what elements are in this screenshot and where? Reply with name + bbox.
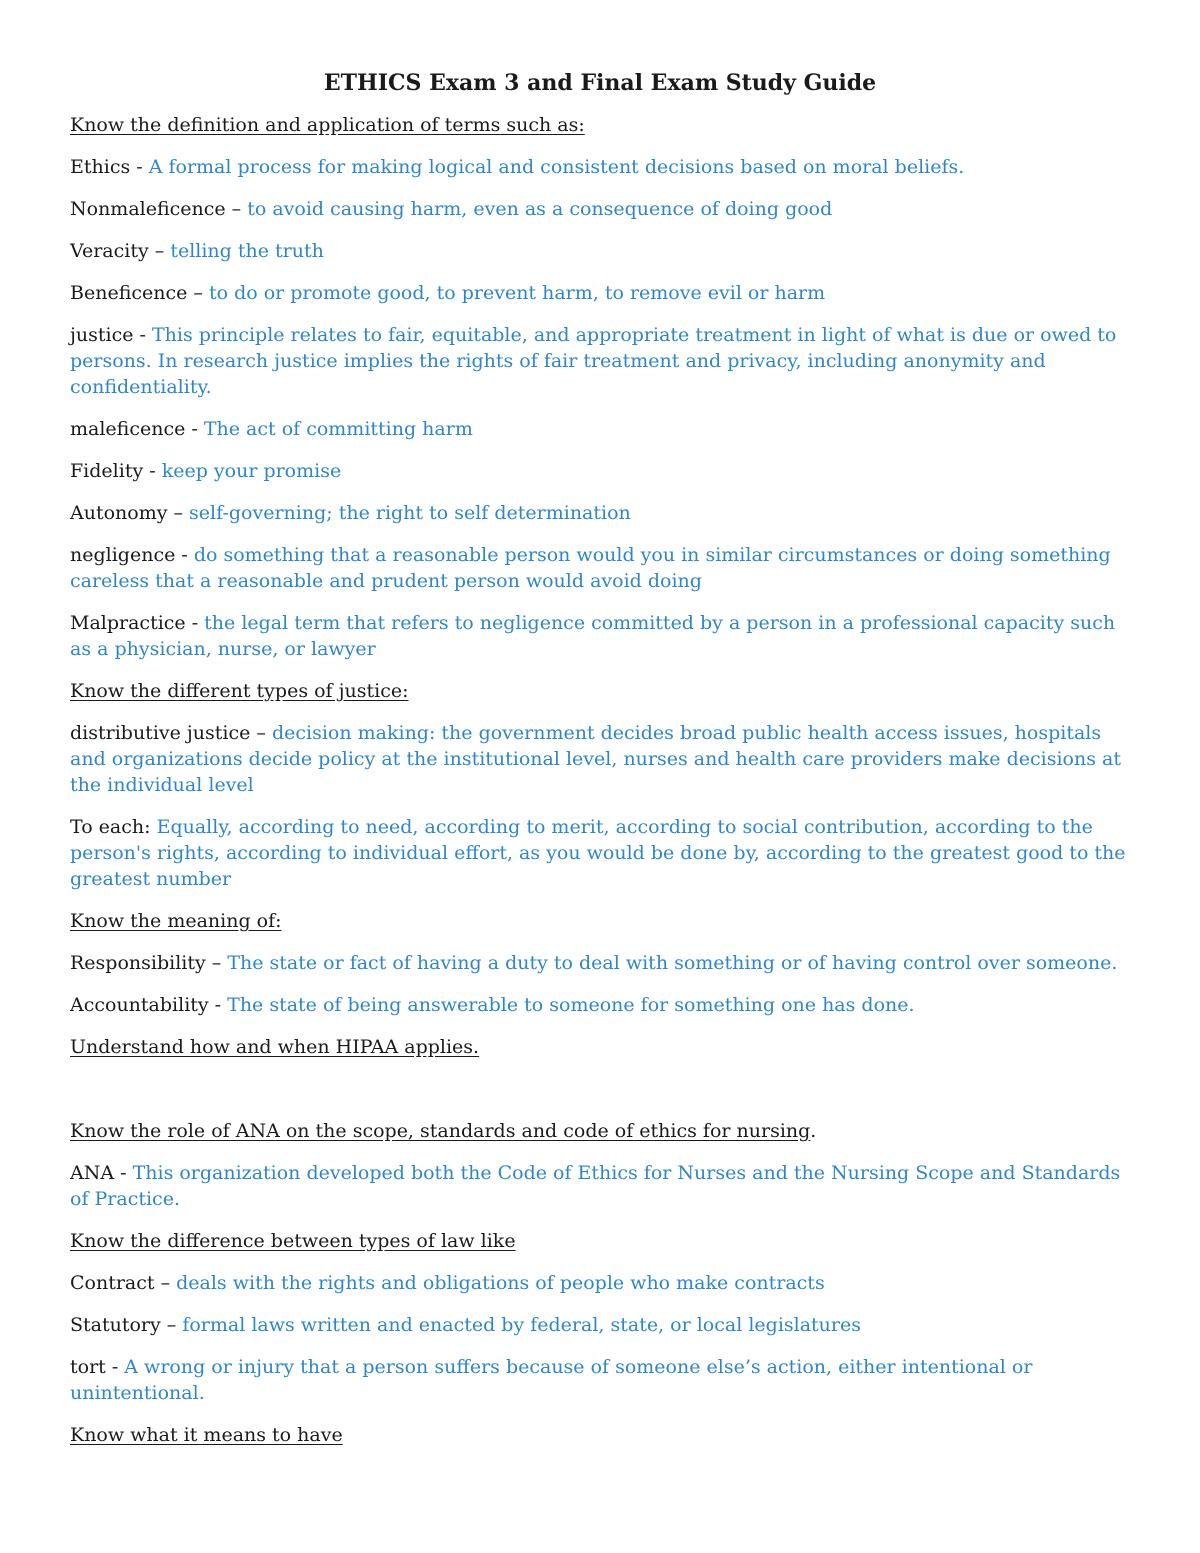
term-entry-ana — [70, 1160, 1130, 1212]
term-definition: the legal term that refers to negligence committed by a person in a professional capacity such as a physician, nurse, or lawyer — [70, 612, 1116, 660]
term-label: justice - — [70, 324, 152, 346]
term-entry-tort — [70, 1354, 1130, 1406]
term-entry-accountability — [70, 992, 1130, 1018]
term-entry-veracity — [70, 238, 1130, 264]
term-label: Nonmaleficence – — [70, 198, 248, 220]
term-entry-fidelity — [70, 458, 1130, 484]
term-definition: deals with the rights and obligations of people who make contracts — [176, 1272, 825, 1294]
term-definition: A wrong or injury that a person suffers because of someone else’s action, either intentional or unintentional. — [70, 1356, 1033, 1404]
section-heading-ana: Know the role of ANA on the scope, standards and code of ethics for nursing. — [70, 1120, 817, 1142]
term-entry-to-each — [70, 814, 1130, 892]
term-label: Ethics - — [70, 156, 149, 178]
term-definition: decision making: the government decides broad public health access issues, hospitals and organizations decide policy at the institutional level, nurses and health care providers make decisions at the individual level — [70, 722, 1121, 796]
section-heading-justice: Know the different types of justice: — [70, 680, 409, 702]
term-label: To each: — [70, 816, 157, 838]
term-label: Autonomy – — [70, 502, 190, 524]
blank-line — [70, 1076, 1130, 1118]
section-heading-terms: Know the definition and application of terms such as: — [70, 114, 585, 136]
term-entry-ethics — [70, 154, 1130, 180]
term-entry-contract — [70, 1270, 1130, 1296]
term-entry-distributive-justice — [70, 720, 1130, 798]
term-entry-nonmaleficence — [70, 196, 1130, 222]
term-entry-negligence — [70, 542, 1130, 594]
term-definition: A formal process for making logical and consistent decisions based on moral beliefs. — [148, 156, 965, 178]
term-entry-autonomy — [70, 500, 1130, 526]
term-definition: keep your promise — [161, 460, 342, 482]
term-label: Responsibility – — [70, 952, 228, 974]
section-heading-hipaa: Understand how and when HIPAA applies. — [70, 1036, 480, 1058]
term-label: tort - — [70, 1356, 125, 1378]
term-label: Veracity – — [70, 240, 171, 262]
term-label: Contract – — [70, 1272, 177, 1294]
term-definition: do something that a reasonable person would you in similar circumstances or doing something careless that a reasonable and prudent person would avoid doing — [70, 544, 1111, 592]
term-entry-responsibility — [70, 950, 1130, 976]
term-label: Statutory – — [70, 1314, 183, 1336]
term-definition: The state or fact of having a duty to deal with something or of having control over someone. — [227, 952, 1118, 974]
term-definition: self-governing; the right to self determination — [189, 502, 631, 524]
term-definition: Equally, according to need, according to merit, according to social contribution, according to the person's rights, according to individual effort, as you would be done by, according to the greatest good to the greatest number — [70, 816, 1126, 890]
term-entry-justice — [70, 322, 1130, 400]
term-definition: This organization developed both the Code of Ethics for Nurses and the Nursing Scope and Standards of Practice. — [70, 1162, 1121, 1210]
term-label: distributive justice – — [70, 722, 272, 744]
term-label: Beneficence – — [70, 282, 209, 304]
term-label: ANA - — [70, 1162, 133, 1184]
document-title: ETHICS Exam 3 and Final Exam Study Guide — [323, 70, 877, 96]
term-definition: to do or promote good, to prevent harm, to remove evil or harm — [208, 282, 826, 304]
term-label: negligence - — [70, 544, 194, 566]
term-definition: This principle relates to fair, equitable, and appropriate treatment in light of what is due or owed to persons. In research justice implies the rights of fair treatment and privacy, including anonymity and confidentiality. — [70, 324, 1117, 398]
term-label: maleficence - — [70, 418, 204, 440]
term-label: Malpractice - — [70, 612, 205, 634]
term-entry-maleficence — [70, 416, 1130, 442]
term-definition: formal laws written and enacted by federal, state, or local legislatures — [182, 1314, 861, 1336]
term-label: Accountability - — [70, 994, 228, 1016]
term-label: Fidelity - — [70, 460, 162, 482]
term-definition: The act of committing harm — [203, 418, 473, 440]
section-heading-have: Know what it means to have — [70, 1424, 343, 1446]
term-definition: The state of being answerable to someone for something one has done. — [227, 994, 915, 1016]
term-entry-statutory — [70, 1312, 1130, 1338]
term-entry-malpractice — [70, 610, 1130, 662]
term-definition: to avoid causing harm, even as a consequence of doing good — [247, 198, 833, 220]
document-page — [70, 68, 1130, 1464]
section-heading-law: Know the difference between types of law like — [70, 1230, 516, 1252]
term-definition: telling the truth — [170, 240, 324, 262]
section-heading-meaning: Know the meaning of: — [70, 910, 282, 932]
term-entry-beneficence — [70, 280, 1130, 306]
